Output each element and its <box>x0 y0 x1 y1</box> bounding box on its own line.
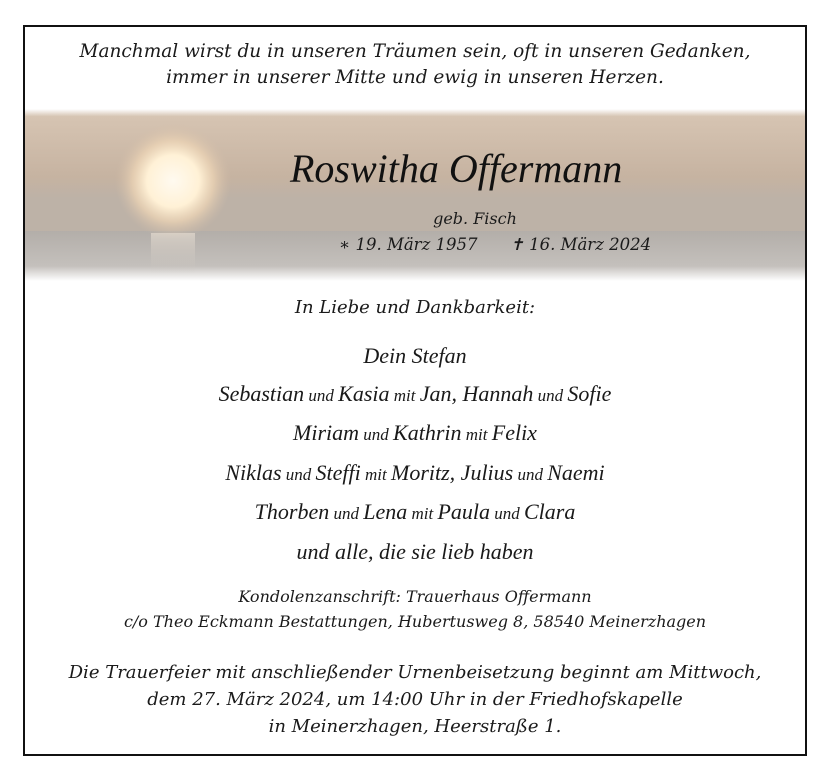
sunset-banner <box>25 109 805 281</box>
condolence-line-1: Kondolenzanschrift: Trauerhaus Offermann <box>238 587 592 606</box>
connector-word: und <box>490 504 524 523</box>
family-names: Clara <box>524 499 576 524</box>
family-names: Sofie <box>567 380 612 406</box>
service-line-2: dem 27. März 2024, um 14:00 Uhr in der Friedhofskapelle <box>147 689 683 710</box>
connector-word: und <box>329 504 364 523</box>
family-line-4 <box>25 454 805 494</box>
maiden-name: geb. Fisch <box>433 209 517 228</box>
death-date: 16. März 2024 <box>529 235 652 254</box>
family-list <box>25 337 805 570</box>
family-line-1: Dein Stefan <box>363 343 467 368</box>
family-names: Miriam <box>293 420 360 445</box>
family-names: Paula <box>437 499 490 524</box>
family-names: Sebastian <box>218 380 305 406</box>
family-line-5 <box>25 493 805 533</box>
connector-word: und <box>304 385 339 405</box>
birth-date: 19. März 1957 <box>355 235 478 254</box>
family-names: Kathrin <box>393 420 462 445</box>
funeral-service-info <box>25 659 805 740</box>
sunset-sea-image <box>25 109 805 281</box>
condolence-address <box>25 584 805 634</box>
service-line-1: Die Trauerfeier mit anschließender Urnenbeisetzung beginnt am Mittwoch, <box>68 662 762 683</box>
service-line-3: in Meinerzhagen, Heerstraße 1. <box>268 716 562 737</box>
death-cross-icon: ✝ <box>510 235 524 254</box>
family-names: Thorben <box>254 499 330 524</box>
connector-word: und <box>513 464 548 484</box>
family-names: Steffi <box>315 459 361 485</box>
family-line-3 <box>25 414 805 454</box>
gratitude-intro: In Liebe und Dankbarkeit: <box>294 297 536 318</box>
connector-word: mit <box>360 464 391 484</box>
quote-line-2: immer in unserer Mitte und ewig in unseren Herzen. <box>166 67 664 88</box>
connector-word: und <box>533 385 568 405</box>
connector-word: und <box>359 425 394 444</box>
family-names: Kasia <box>338 380 390 406</box>
obituary-frame <box>23 25 807 756</box>
memorial-quote <box>25 39 805 91</box>
life-dates <box>339 235 651 254</box>
family-line-6: und alle, die sie lieb haben <box>296 538 534 564</box>
quote-line-1: Manchmal wirst du in unseren Träumen sein, oft in unseren Gedanken, <box>79 41 751 62</box>
connector-word: und <box>281 464 316 484</box>
connector-word: mit <box>407 504 438 523</box>
family-names: Niklas <box>225 459 282 485</box>
condolence-line-2: c/o Theo Eckmann Bestattungen, Hubertusweg 8, 58540 Meinerzhagen <box>123 612 707 631</box>
family-names: Naemi <box>547 459 605 485</box>
family-names: Felix <box>491 420 537 445</box>
family-names: Jan, Hannah <box>419 380 534 406</box>
birth-star-icon: ∗ <box>339 235 351 254</box>
connector-word: mit <box>461 425 492 444</box>
deceased-name: Roswitha Offermann <box>290 146 623 191</box>
family-line-2 <box>25 375 805 415</box>
connector-word: mit <box>389 385 420 405</box>
family-names: Moritz, Julius <box>391 459 514 485</box>
family-names: Lena <box>363 499 408 524</box>
